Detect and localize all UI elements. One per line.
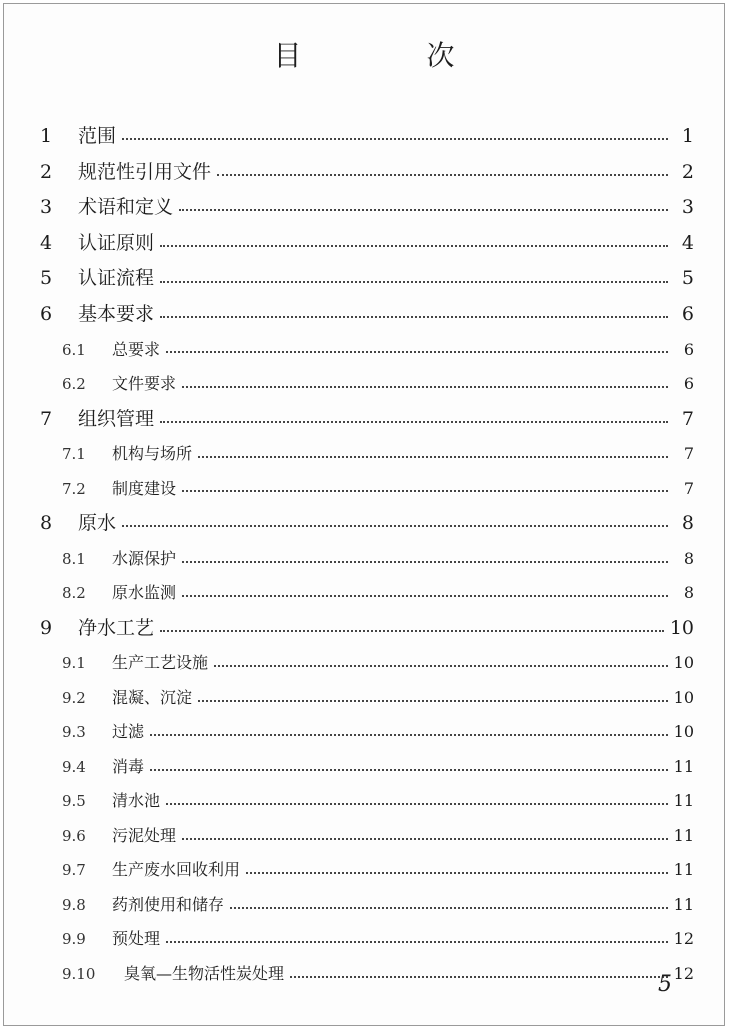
toc-entry[interactable] bbox=[40, 119, 694, 155]
toc-entry-page: 7 bbox=[681, 407, 694, 430]
toc-entry-label: 组织管理 bbox=[78, 407, 155, 430]
toc-entry-number: 9.10 bbox=[62, 964, 96, 983]
toc-entry[interactable] bbox=[40, 611, 694, 647]
toc-entry[interactable] bbox=[40, 853, 694, 888]
toc-entry-label: 认证原则 bbox=[78, 231, 155, 254]
toc-entry[interactable] bbox=[40, 506, 694, 542]
dot-leader bbox=[160, 629, 664, 632]
toc-entry-number: 6.2 bbox=[62, 375, 86, 394]
toc-entry-number: 9.5 bbox=[62, 792, 86, 811]
toc-entry-number: 9 bbox=[40, 616, 53, 639]
document-page bbox=[3, 3, 725, 1026]
dot-leader bbox=[198, 455, 668, 458]
toc-entry-label: 过滤 bbox=[112, 722, 145, 742]
toc-entry-label: 规范性引用文件 bbox=[78, 160, 212, 183]
toc-entry-page: 8 bbox=[683, 583, 694, 603]
toc-entry[interactable] bbox=[40, 576, 694, 611]
toc-entry-label: 生产废水回收利用 bbox=[112, 860, 241, 880]
toc-entry-number: 8.2 bbox=[62, 584, 86, 603]
dot-leader bbox=[160, 280, 668, 283]
toc-entry-label: 混凝、沉淀 bbox=[112, 687, 193, 707]
toc-entry-label: 基本要求 bbox=[78, 302, 155, 325]
toc-entry-label: 认证流程 bbox=[78, 267, 155, 290]
toc-entry-number: 9.9 bbox=[62, 930, 86, 949]
toc-entry[interactable] bbox=[40, 681, 694, 716]
toc-entry[interactable] bbox=[40, 784, 694, 819]
toc-entry-number: 9.1 bbox=[62, 654, 86, 673]
toc-entry-label: 原水 bbox=[78, 512, 117, 535]
dot-leader bbox=[179, 208, 668, 211]
toc-entry[interactable] bbox=[40, 190, 694, 226]
dot-leader bbox=[150, 733, 668, 736]
toc-entry-number: 7.2 bbox=[62, 479, 86, 498]
dot-leader bbox=[166, 940, 668, 943]
dot-leader bbox=[166, 802, 668, 805]
toc-entry-page: 11 bbox=[673, 756, 694, 776]
toc-entry-number: 9.7 bbox=[62, 861, 86, 880]
toc-entry-label: 药剂使用和储存 bbox=[112, 894, 225, 914]
toc-entry-page: 7 bbox=[683, 478, 694, 498]
toc-entry-page: 6 bbox=[681, 302, 694, 325]
page-number: 5 bbox=[658, 972, 672, 997]
dot-leader bbox=[214, 664, 668, 667]
toc-entry-label: 预处理 bbox=[112, 929, 161, 949]
toc-entry-number: 5 bbox=[40, 267, 53, 290]
toc-entry-number: 9.6 bbox=[62, 826, 86, 845]
toc-entry-label: 臭氧—生物活性炭处理 bbox=[124, 963, 285, 983]
dot-leader bbox=[160, 420, 668, 423]
dot-leader bbox=[182, 837, 668, 840]
dot-leader bbox=[182, 385, 668, 388]
toc-entry-label: 文件要求 bbox=[112, 374, 177, 394]
toc-entry-number: 4 bbox=[40, 231, 53, 254]
toc-entry-page: 11 bbox=[673, 894, 694, 914]
toc-entry-number: 9.4 bbox=[62, 757, 86, 776]
toc-entry[interactable] bbox=[40, 155, 694, 191]
toc-entry-page: 4 bbox=[681, 231, 694, 254]
toc-entry-page: 2 bbox=[681, 160, 694, 183]
toc-entry-page: 11 bbox=[673, 860, 694, 880]
toc-entry-page: 7 bbox=[683, 444, 694, 464]
toc-entry-number: 9.3 bbox=[62, 723, 86, 742]
toc-entry[interactable] bbox=[40, 819, 694, 854]
toc-entry-number: 7.1 bbox=[62, 445, 86, 464]
table-of-contents bbox=[40, 119, 694, 991]
toc-entry-page: 1 bbox=[681, 125, 694, 147]
toc-entry[interactable] bbox=[40, 297, 694, 333]
toc-entry-page: 6 bbox=[683, 339, 694, 359]
toc-entry-number: 6.1 bbox=[62, 340, 86, 359]
toc-entry-label: 生产工艺设施 bbox=[112, 653, 209, 673]
toc-entry-label: 清水池 bbox=[112, 791, 161, 811]
dot-leader bbox=[217, 173, 668, 176]
toc-entry-number: 9.8 bbox=[62, 895, 86, 914]
toc-entry-label: 水源保护 bbox=[112, 548, 177, 568]
toc-entry[interactable] bbox=[40, 472, 694, 507]
toc-entry[interactable] bbox=[40, 750, 694, 785]
toc-entry-label: 术语和定义 bbox=[78, 196, 174, 219]
dot-leader bbox=[122, 524, 668, 527]
toc-entry-number: 1 bbox=[40, 125, 53, 147]
toc-entry-page: 8 bbox=[683, 548, 694, 568]
toc-entry[interactable] bbox=[40, 888, 694, 923]
toc-entry[interactable] bbox=[40, 437, 694, 472]
toc-entry[interactable] bbox=[40, 261, 694, 297]
toc-entry-page: 6 bbox=[683, 374, 694, 394]
toc-entry[interactable] bbox=[40, 226, 694, 262]
dot-leader bbox=[198, 699, 668, 702]
toc-entry-number: 6 bbox=[40, 302, 53, 325]
toc-entry-page: 10 bbox=[669, 616, 694, 639]
dot-leader bbox=[182, 560, 668, 563]
toc-entry-label: 机构与场所 bbox=[112, 444, 193, 464]
toc-entry-number: 8 bbox=[40, 512, 53, 535]
dot-leader bbox=[290, 975, 668, 978]
toc-entry-page: 10 bbox=[673, 687, 694, 707]
toc-entry[interactable] bbox=[40, 715, 694, 750]
toc-entry-label: 污泥处理 bbox=[112, 825, 177, 845]
dot-leader bbox=[246, 871, 668, 874]
toc-entry-label: 消毒 bbox=[112, 756, 145, 776]
toc-entry-number: 7 bbox=[40, 407, 53, 430]
toc-entry-label: 净水工艺 bbox=[78, 616, 155, 639]
toc-entry-number: 8.1 bbox=[62, 549, 86, 568]
dot-leader bbox=[122, 137, 668, 140]
dot-leader bbox=[182, 594, 668, 597]
dot-leader bbox=[160, 244, 668, 247]
toc-entry-page: 5 bbox=[681, 267, 694, 290]
toc-entry[interactable] bbox=[40, 402, 694, 438]
toc-entry-label: 范围 bbox=[78, 125, 117, 147]
page-title: 目 次 bbox=[273, 39, 513, 72]
toc-entry-page: 3 bbox=[681, 196, 694, 219]
toc-entry-page: 12 bbox=[673, 929, 694, 949]
toc-entry[interactable] bbox=[40, 922, 694, 957]
toc-entry-page: 11 bbox=[673, 791, 694, 811]
dot-leader bbox=[182, 489, 668, 492]
dot-leader bbox=[160, 315, 668, 318]
dot-leader bbox=[150, 768, 668, 771]
toc-entry-page: 11 bbox=[673, 825, 694, 845]
toc-entry[interactable] bbox=[40, 957, 694, 992]
toc-entry[interactable] bbox=[40, 542, 694, 577]
dot-leader bbox=[166, 350, 668, 353]
toc-entry-label: 总要求 bbox=[112, 339, 161, 359]
toc-entry-page: 8 bbox=[681, 512, 694, 535]
toc-entry-page: 12 bbox=[673, 963, 694, 983]
toc-entry[interactable] bbox=[40, 333, 694, 368]
toc-entry[interactable] bbox=[40, 646, 694, 681]
dot-leader bbox=[230, 906, 668, 909]
toc-entry-number: 3 bbox=[40, 196, 53, 219]
toc-entry-label: 制度建设 bbox=[112, 478, 177, 498]
toc-entry-number: 9.2 bbox=[62, 688, 86, 707]
toc-entry-page: 10 bbox=[673, 722, 694, 742]
toc-entry-number: 2 bbox=[40, 160, 53, 183]
toc-entry[interactable] bbox=[40, 367, 694, 402]
toc-entry-label: 原水监测 bbox=[112, 583, 177, 603]
toc-entry-page: 10 bbox=[673, 653, 694, 673]
